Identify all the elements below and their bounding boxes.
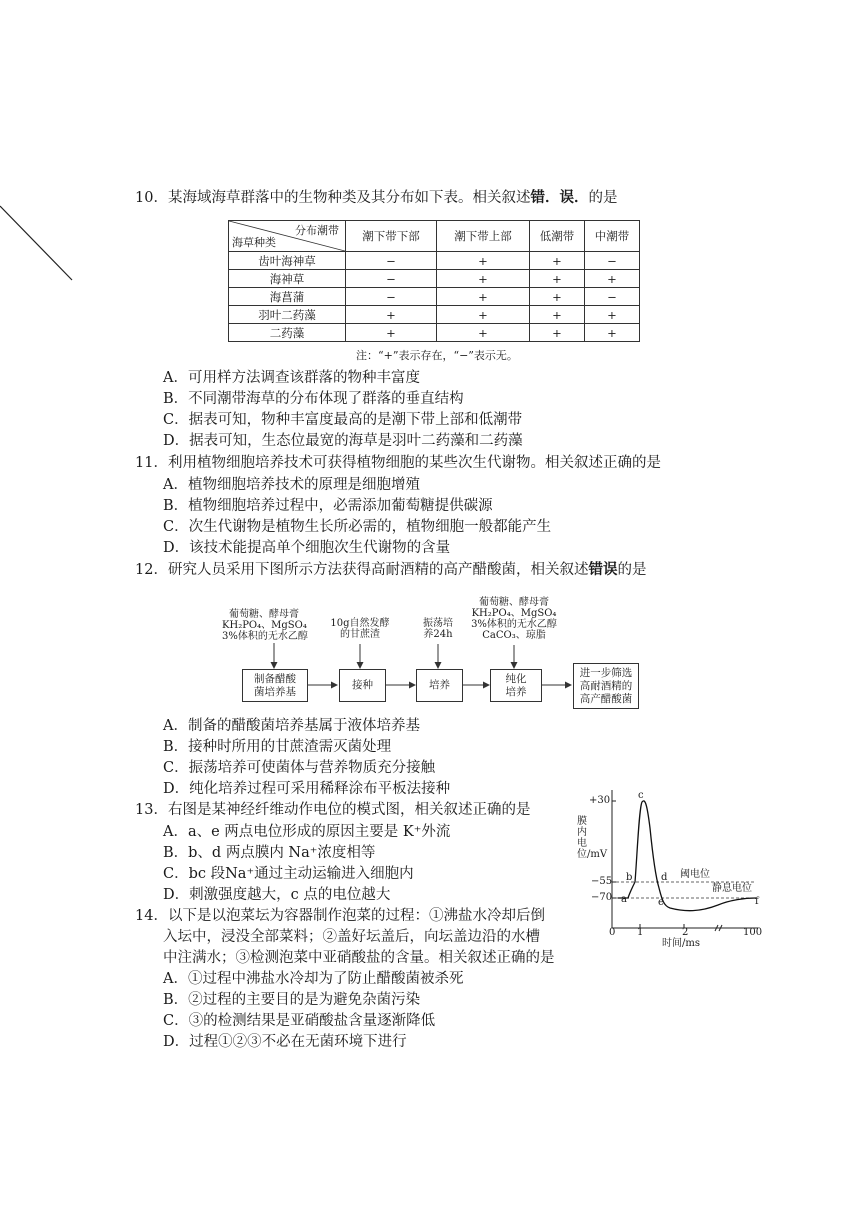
point-d: d — [661, 872, 668, 883]
flow-input-bagasse: 10g自然发酵 的甘蔗渣 — [330, 618, 390, 640]
flow-box-prepare-medium: 制备醋酸 菌培养基 — [242, 669, 308, 702]
q13-option-d: D．刺激强度越大，c 点的电位越大 — [163, 887, 391, 903]
q10-option-b: B．不同潮带海草的分布体现了群落的垂直结构 — [163, 391, 464, 407]
row-name: 二药藻 — [229, 324, 346, 342]
table-cell: + — [437, 252, 530, 270]
flow-input-purify: 葡萄糖、酵母膏 KH₂PO₄、MgSO₄ 3%体积的无水乙醇 CaCO₃、琼脂 — [471, 597, 557, 641]
row-name: 海菖蒲 — [229, 288, 346, 306]
column-header: 低潮带 — [530, 221, 585, 252]
row-name: 齿叶海神草 — [229, 252, 346, 270]
point-a: a — [621, 894, 627, 905]
q10-option-a: A．可用样方法调查该群落的物种丰富度 — [163, 370, 420, 386]
q12-option-c: C．振荡培养可使菌体与营养物质充分接触 — [163, 760, 436, 776]
table-cell: − — [585, 252, 640, 270]
y-axis-label: 膜内电位/mV — [577, 816, 608, 860]
point-b: b — [626, 872, 633, 883]
q13-option-b: B．b、d 两点膜内 Na⁺浓度相等 — [163, 845, 376, 861]
q11-option-a: A．植物细胞培养技术的原理是细胞增殖 — [163, 477, 420, 493]
table-cell: + — [437, 324, 530, 342]
point-c: c — [638, 790, 644, 801]
corner-top-label: 分布潮带 — [295, 224, 339, 237]
table-cell: + — [585, 324, 640, 342]
table-cell: + — [437, 306, 530, 324]
table-note: 注：“+”表示存在，“−”表示无。 — [356, 349, 518, 362]
q14-option-a: A．①过程中沸盐水冷却为了防止醋酸菌被杀死 — [163, 971, 464, 987]
table-cell: + — [437, 288, 530, 306]
table-cell: − — [346, 270, 437, 288]
row-name: 羽叶二药藻 — [229, 306, 346, 324]
table-cell: + — [530, 270, 585, 288]
graph-canvas — [560, 788, 770, 948]
threshold-label: 阈电位 — [680, 869, 710, 880]
q11-option-d: D．该技术能提高单个细胞次生代谢物的含量 — [163, 540, 451, 556]
column-header: 潮下带下部 — [346, 221, 437, 252]
corner-bottom-label: 海草种类 — [232, 236, 276, 249]
q14-stem-line-1: 14．以下是以泡菜坛为容器制作泡菜的过程：①沸盐水冷却后倒 — [135, 908, 545, 924]
q14-stem-line-2: 入坛中，浸没全部菜料；②盖好坛盖后，向坛盖边沿的水槽 — [163, 929, 540, 945]
q10-option-d: D．据表可知，生态位最宽的海草是羽叶二药藻和二药藻 — [163, 433, 523, 449]
table-cell: − — [585, 288, 640, 306]
flow-input-medium: 葡萄糖、酵母膏 KH₂PO₄、MgSO₄ 3%体积的无水乙醇 — [222, 609, 308, 642]
q14-stem-line-3: 中注满水；③检测泡菜中亚硝酸盐的含量。相关叙述正确的是 — [163, 950, 555, 966]
table-cell: − — [346, 288, 437, 306]
q12-option-b: B．接种时所用的甘蔗渣需灭菌处理 — [163, 739, 392, 755]
point-f: f — [755, 896, 759, 907]
q14-option-d: D．过程①②③不必在无菌环境下进行 — [163, 1034, 407, 1050]
q12-option-a: A．制备的醋酸菌培养基属于液体培养基 — [163, 718, 420, 734]
q11-option-b: B．植物细胞培养过程中，必需添加葡萄糖提供碳源 — [163, 498, 493, 514]
table-cell: + — [585, 270, 640, 288]
table-cell: + — [530, 324, 585, 342]
point-e: e — [658, 897, 664, 908]
q10-stem: 10．某海域海草群落中的生物种类及其分布如下表。相关叙述错．误．的是 — [135, 189, 618, 206]
resting-label: 静息电位 — [712, 883, 752, 894]
x-tick-100: 100 — [743, 927, 763, 938]
x-tick-2: 2 — [682, 927, 689, 938]
flow-box-screen: 进一步筛选 高耐酒精的 高产醋酸菌 — [573, 663, 639, 709]
table-cell: + — [346, 324, 437, 342]
q11-stem: 11．利用植物细胞培养技术可获得植物细胞的某些次生代谢物。相关叙述正确的是 — [135, 455, 661, 471]
flow-box-inoculate: 接种 — [339, 669, 386, 702]
table-cell: + — [530, 306, 585, 324]
x-axis-label: 时间/ms — [662, 938, 700, 949]
x-tick-1: 1 — [637, 927, 644, 938]
column-header: 潮下带上部 — [437, 221, 530, 252]
q12-option-d: D．纯化培养过程可采用稀释涂布平板法接种 — [163, 781, 451, 797]
q14-option-b: B．②过程的主要目的是为避免杂菌污染 — [163, 992, 421, 1008]
q13-option-a: A．a、e 两点电位形成的原因主要是 K⁺外流 — [163, 824, 451, 840]
y-tick-55: −55 — [591, 876, 613, 887]
table-cell: + — [346, 306, 437, 324]
q10-option-c: C．据表可知，物种丰富度最高的是潮下带上部和低潮带 — [163, 412, 523, 428]
q11-option-c: C．次生代谢物是植物生长所必需的，植物细胞一般都能产生 — [163, 519, 552, 535]
flow-box-culture: 培养 — [416, 669, 463, 702]
x-tick-0: 0 — [609, 927, 616, 938]
q13-option-c: C．bc 段Na⁺通过主动运输进入细胞内 — [163, 866, 414, 882]
q14-option-c: C．③的检测结果是亚硝酸盐含量逐渐降低 — [163, 1013, 436, 1029]
table-cell: + — [585, 306, 640, 324]
action-potential-curve — [618, 801, 756, 911]
row-name: 海神草 — [229, 270, 346, 288]
y-tick-70: −70 — [591, 892, 613, 903]
y-tick-30: +30 — [589, 795, 611, 806]
table-cell: + — [437, 270, 530, 288]
table-cell: + — [530, 252, 585, 270]
flow-input-shaking: 振荡培 养24h — [423, 618, 453, 640]
q13-stem: 13．右图是某神经纤维动作电位的模式图，相关叙述正确的是 — [135, 802, 531, 818]
column-header: 中潮带 — [585, 221, 640, 252]
table-cell: − — [346, 252, 437, 270]
q12-stem: 12．研究人员采用下图所示方法获得高耐酒精的高产醋酸菌，相关叙述错误的是 — [135, 561, 647, 578]
flow-box-purify-culture: 纯化 培养 — [490, 669, 542, 702]
table-cell: + — [530, 288, 585, 306]
